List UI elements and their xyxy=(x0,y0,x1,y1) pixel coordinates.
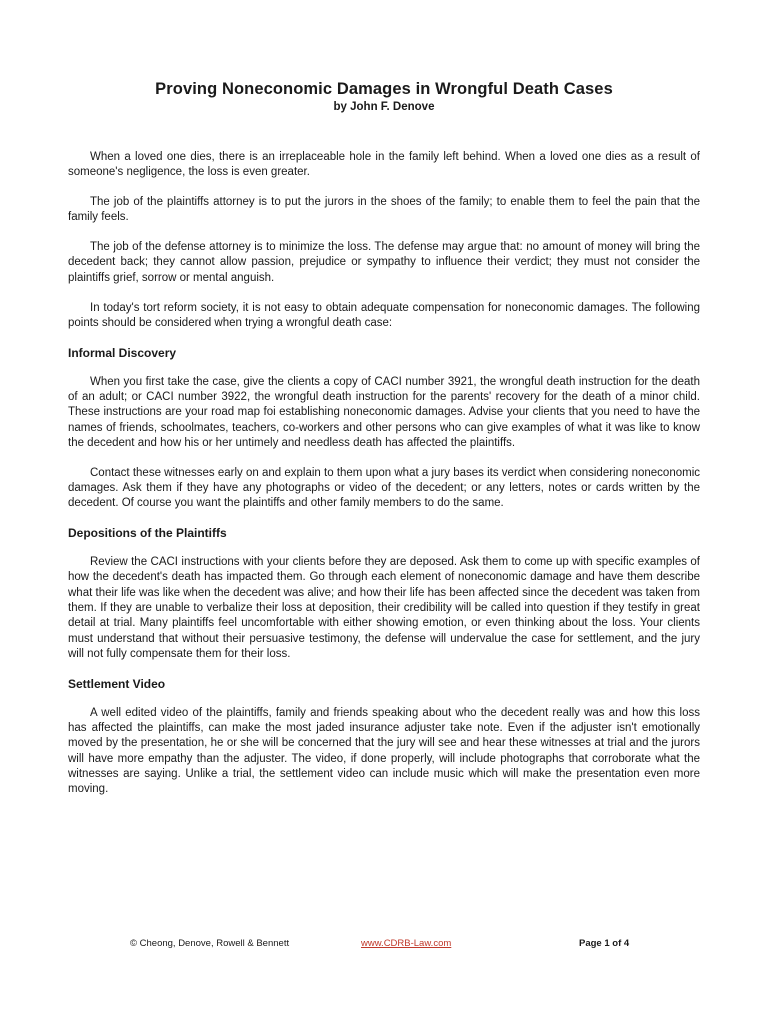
body-paragraph: Contact these witnesses early on and explain to them upon what a jury bases its verdict when considering noneconomic damages. Ask them if they have any photographs or video of the decedent; or any letters, notes or cards written by the decedent. Of course you want the plaintiffs and other family members to do the same. xyxy=(68,466,700,510)
document-title: Proving Noneconomic Damages in Wrongful Death Cases xyxy=(155,80,613,98)
footer-page-number: Page 1 of 4 xyxy=(579,938,630,949)
body-paragraph: Review the CACI instructions with your clients before they are deposed. Ask them to come up with specific examples of how the decedent's death has impacted them. Go through each element of noneconomic damage and have them describe what their life was like when the decedent was alive; and how their life has been affected since the decedent was taken from them. If they are unable to verbalize their loss at deposition, their credibility will be called into question if they testify in great detail at trial. Many plaintiffs feel uncomfortable with either showing emotion, or even thinking about the loss. Your clients must understand that without their persuasive testimony, the defense will undervalue the case for settlement, and the jury will not fully compensate them for their loss. xyxy=(68,556,700,660)
section-heading-informal-discovery: Informal Discovery xyxy=(68,345,177,360)
page-footer xyxy=(130,937,630,951)
section-heading-depositions: Depositions of the Plaintiffs xyxy=(68,526,227,541)
document-byline: by John F. Denove xyxy=(333,101,435,113)
document-page xyxy=(68,78,700,812)
body-paragraph: When a loved one dies, there is an irreplaceable hole in the family left behind. When a loved one dies as a result of someone's negligence, the loss is even greater. xyxy=(68,151,700,179)
section-heading-settlement-video: Settlement Video xyxy=(68,676,166,691)
footer-website-link[interactable]: www.CDRB-Law.com xyxy=(361,938,452,949)
body-paragraph: In today's tort reform society, it is not easy to obtain adequate compensation for noneconomic damages. The following points should be considered when trying a wrongful death case: xyxy=(68,301,700,329)
body-paragraph: A well edited video of the plaintiffs, family and friends speaking about who the decedent really was and how this loss has affected the plaintiffs, can make the most jaded insurance adjuster take note. Even if the adjuster isn't emotionally moved by the presentation, he or she will be concerned that the jury will see and hear these witnesses at trial and the jurors will have more empathy than the adjuster. The video, if done properly, will include photographs that corroborate what the witnesses are saying. Unlike a trial, the settlement video can include music which will make the presentation even more moving. xyxy=(68,706,700,796)
footer-copyright: © Cheong, Denove, Rowell & Bennett xyxy=(130,938,290,949)
body-paragraph: The job of the defense attorney is to minimize the loss. The defense may argue that: no amount of money will bring the decedent back; they cannot allow passion, prejudice or sympathy to influence their verdict; they must not consider the plaintiffs grief, sorrow or mental anguish. xyxy=(68,241,700,284)
body-paragraph: When you first take the case, give the clients a copy of CACI number 3921, the wrongful death instruction for the death of an adult; or CACI number 3922, the wrongful death instruction for the parents' recovery for the death of a minor child. These instructions are your road map foi establishing noneconomic damages. Advise your clients that you need to have the names of friends, schoolmates, teachers, co-workers and other persons who can give examples of what it was like to know the decedent and how his or her untimely and needless death has affected the plaintiffs. xyxy=(68,375,700,449)
body-paragraph: The job of the plaintiffs attorney is to put the jurors in the shoes of the family; to enable them to feel the pain that the family feels. xyxy=(68,196,700,224)
